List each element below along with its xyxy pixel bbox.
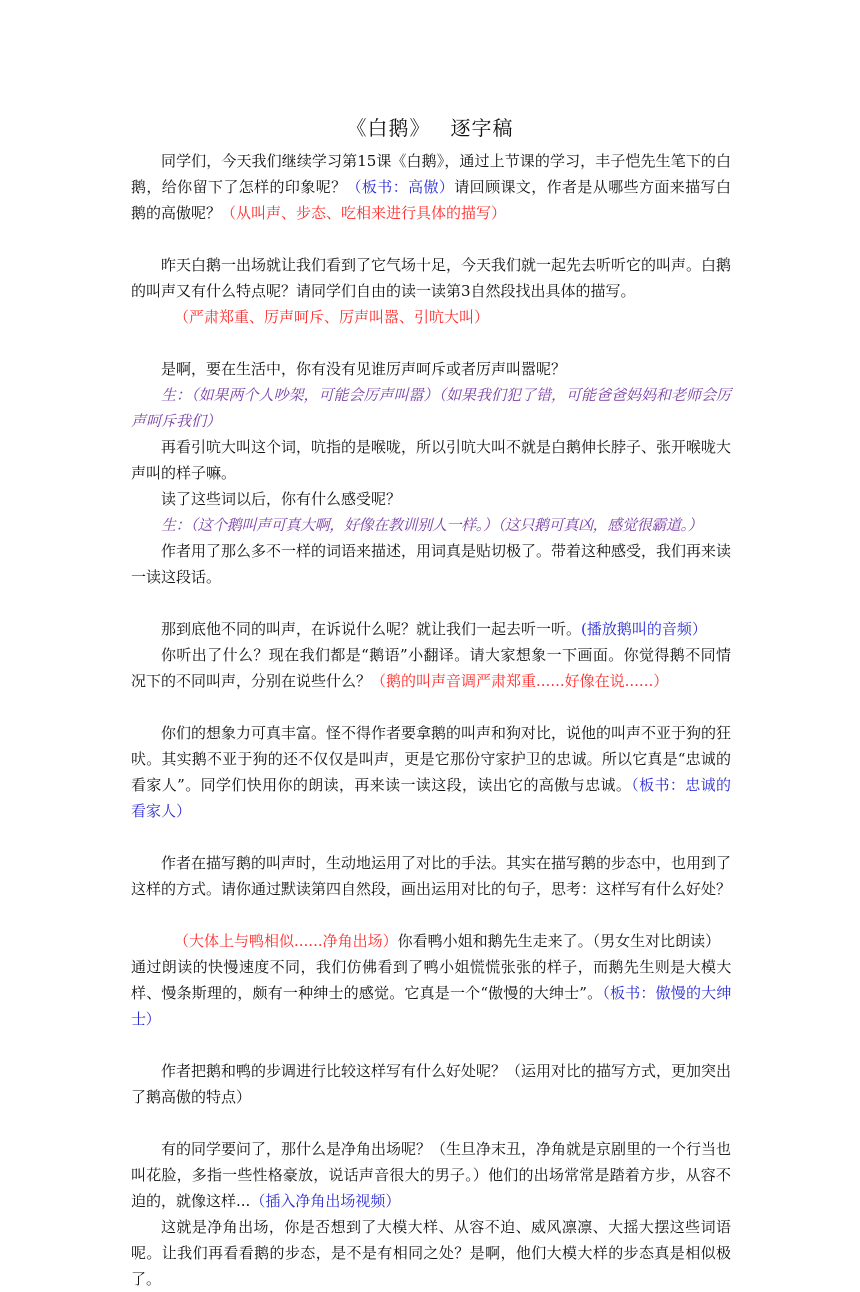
paragraph-text: 同学们，今天我们继续学习第15课《白鹅》，通过上节课的学习，丰子恺先生笔下的白鹅，给你留下了怎样的印象呢？ <box>131 152 731 196</box>
paragraph-compare-dog <box>131 720 731 824</box>
paragraph-text: 你们的想象力可真丰富。怪不得作者要拿鹅的叫声和狗对比，说他的叫声不亚于狗的狂吠。其实鹅不亚于狗的还不仅仅是叫声，更是它那份守家护卫的忠诚。所以它真是“忠诚的看家人”。同学们快用你的朗读，再来读一读这段，读出它的高傲与忠诚。 <box>131 724 732 794</box>
answer-note: （鹅的叫声音调严肃郑重......好像在说......） <box>371 672 669 690</box>
paragraph-text: 你听出了什么？现在我们都是“鹅语”小翻译。请大家想象一下画面。你觉得鹅不同情况下的不同叫声，分别在说些什么？ <box>131 646 731 690</box>
paragraph-text: 有的同学要问了，那什么是净角出场呢？（生旦净末丑，净角就是京剧里的一个行当也叫花脸，多指一些性格豪放，说话声音很大的男子。）他们的出场常常是踏着方步，从容不迫的，就像这样... <box>131 1140 732 1210</box>
title-main: 《白鹅》 <box>346 116 431 140</box>
paragraph-gentleman <box>131 954 731 1032</box>
board-note: （板书：高傲） <box>346 178 455 196</box>
student-response: 生：（如果两个人吵架，可能会厉声叫嚣）（如果我们犯了错，可能爸爸妈妈和老师会厉声呵斥我们） <box>131 386 732 430</box>
title-sub: 逐字稿 <box>450 116 514 140</box>
action-note: （插入净角出场视频） <box>250 1192 401 1210</box>
paragraph-text: 请回顾课文，作者是从哪些方面来描写白鹅的高傲呢？ <box>131 178 731 222</box>
paragraph-benefit: 作者把鹅和鸭的步调进行比较这样写有什么好处呢？（运用对比的描写方式，更加突出了鹅高傲的特点） <box>131 1062 732 1106</box>
paragraph-call: 昨天白鹅一出场就让我们看到了它气场十足，今天我们就一起先去听听它的叫声。白鹅的叫声又有什么特点呢？请同学们自由的读一读第3自然段找出具体的描写。 <box>131 256 732 300</box>
paragraph-jingjiao <box>131 1136 731 1214</box>
board-note: （板书：忠诚的看家人） <box>131 776 731 820</box>
board-note: （板书：傲慢的大绅士） <box>131 984 731 1028</box>
paragraph-duck <box>131 928 731 954</box>
paragraph-conclusion: 这就是净角出场，你是否想到了大模大样、从容不迫、威风凛凛、大摇大摆这些词语呢。让我们再看看鹅的步态，是不是有相同之处？是啊，他们大模大样的步态真是相似极了。 <box>131 1218 731 1288</box>
paragraph-question: 读了这些词以后，你有什么感受呢？ <box>161 490 402 508</box>
paragraph-listen <box>131 616 731 642</box>
paragraph-text: 你看鸭小姐和鹅先生走来了。（男女生对比朗读） <box>397 932 721 950</box>
student-response: 生：（这个鹅叫声可真大啊，好像在教训别人一样。）（这只鹅可真凶，感觉很霸道。） <box>161 516 703 534</box>
paragraph-intro <box>131 148 731 226</box>
action-note: (播放鹅叫的音频） <box>581 620 707 638</box>
paragraph-text: 通过朗读的快慢速度不同，我们仿佛看到了鸭小姐慌慌张张的样子，而鹅先生则是大模大样、慢条斯理的，颇有一种绅士的感觉。它真是一个“傲慢的大绅士”。 <box>131 958 731 1002</box>
answer-note: （大体上与鸭相似......净角出场） <box>174 932 398 950</box>
paragraph-reading: 作者用了那么多不一样的词语来描述，用词真是贴切极了。带着这种感受，我们再来读一读这段话。 <box>131 542 732 586</box>
answer-note: （严肃郑重、厉声呵斥、厉声叫嚣、引吭大叫） <box>174 308 490 326</box>
paragraph-question: 是啊，要在生活中，你有没有见谁厉声呵斥或者厉声叫嚣呢？ <box>161 360 567 378</box>
paragraph-contrast: 作者在描写鹅的叫声时，生动地运用了对比的手法。其实在描写鹅的步态中，也用到了这样的方式。请你通过默读第四自然段，画出运用对比的句子，思考：这样写有什么好处？ <box>131 854 732 898</box>
document-body <box>131 148 731 1292</box>
answer-note: （从叫声、步态、吃相来进行具体的描写） <box>221 204 507 222</box>
paragraph-explanation: 再看引吭大叫这个词，吭指的是喉咙，所以引吭大叫不就是白鹅伸长脖子、张开喉咙大声叫的样子嘛。 <box>131 438 732 482</box>
paragraph-translate <box>131 642 731 694</box>
paragraph-text: 那到底他不同的叫声，在诉说什么呢？就让我们一起去听一听。 <box>161 620 582 638</box>
document-title <box>0 114 860 142</box>
